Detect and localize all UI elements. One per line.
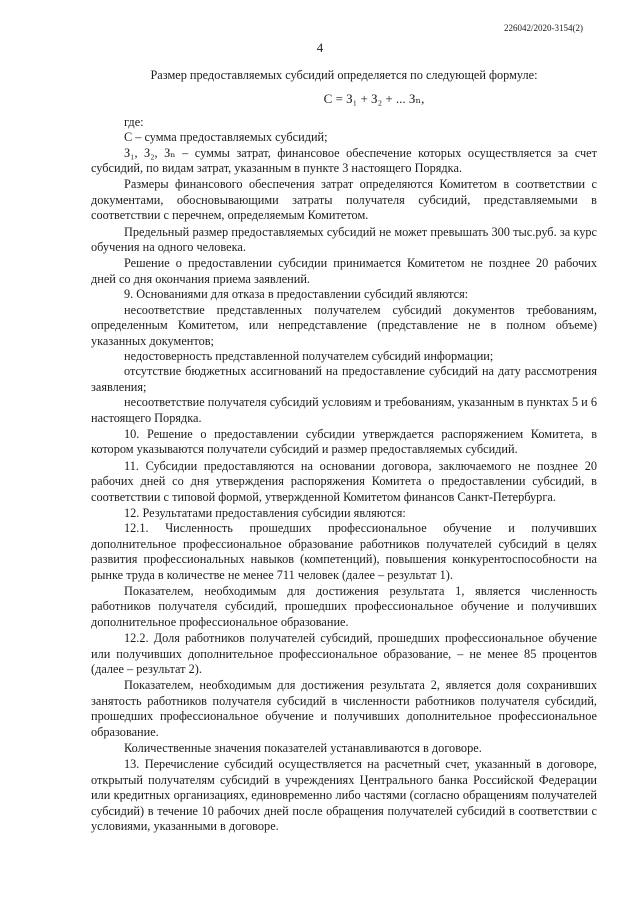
section-10: 10. Решение о предоставлении субсидии утверждается распоряжением Комитета, в котором указываются получатели субсидий и размер предоставляемых субсидий. <box>91 426 597 457</box>
refusal-reason-3: отсутствие бюджетных ассигнований на предоставление субсидий на дату рассмотрения заявления; <box>91 364 597 394</box>
formula: С = З₁ + З₂ + ... Зₙ, <box>323 91 425 107</box>
section-9-heading: 9. Основаниями для отказа в предоставлении субсидий являются: <box>124 287 469 302</box>
section-12-heading: 12. Результатами предоставления субсидии являются: <box>124 505 406 520</box>
section-12-2: 12.2. Доля работников получателей субсидий, прошедших профессиональное обучение или получивших дополнительное профессиональное образование, – не менее 85 процентов (далее – результат 2). <box>91 631 597 677</box>
formula-intro: Размер предоставляемых субсидий определяется по следующей формуле: <box>150 68 538 82</box>
definition-z: З₁, З₂, Зₙ – суммы затрат, финансовое обеспечение которых осуществляется за счет субсидий, по видам затрат, указанным в пункте 3 настоящего Порядка. <box>91 145 597 176</box>
document-number: 226042/2020-3154(2) <box>504 23 583 33</box>
section-13: 13. Перечисление субсидий осуществляется на расчетный счет, указанный в договоре, открытый получателям субсидий в учреждениях Центрального банка Российской Федерации или кредитных организациях, единовременно либо частями (согласно обращениям получателей субсидий) в течение 10 рабочих дней после обращения получателей субсидий в соответствии с условиями, указанными в договоре. <box>91 757 597 834</box>
section-11: 11. Субсидии предоставляются на основании договора, заключаемого не позднее 20 рабочих дней со дня утверждения распоряжения Комитета о предоставлении субсидий, в соответствии с типовой формой, утвержденной Комитетом финансов Санкт-Петербурга. <box>91 458 597 504</box>
refusal-reason-4: несоответствие получателя субсидий условиям и требованиям, указанным в пунктах 5 и 6 настоящего Порядка. <box>91 395 597 425</box>
paragraph-decision-term: Решение о предоставлении субсидии принимается Комитетом не позднее 20 рабочих дней со дня окончания приема заявлений. <box>91 256 597 286</box>
where-label: где: <box>124 114 144 129</box>
indicator-1: Показателем, необходимым для достижения результата 1, является численность работников получателя субсидий, прошедших профессиональное обучение и получивших дополнительное профессиональное образование. <box>91 584 597 629</box>
indicator-2: Показателем, необходимым для достижения результата 2, является доля сохранивших занятость работников получателя субсидий в численности работников получателя субсидий, прошедших профессиональное обучение и получивших дополнительное профессиональное образование. <box>91 678 597 739</box>
section-12-1: 12.1. Численность прошедших профессиональное обучение и получивших дополнительное профессиональное образование работников получателей субсидий в целях развития профессиональных навыков (компетенций), повышения конкурентоспособности на рынке труда в количестве не менее 711 человек (далее – результат 1). <box>91 521 597 582</box>
document-body <box>91 68 597 835</box>
refusal-reason-2: недостоверность представленной получателем субсидий информации; <box>124 348 494 363</box>
refusal-reason-1: несоответствие представленных получателем субсидий документов требованиям, определенным Комитетом, или непредставление (представление не в полном объеме) указанных документов; <box>91 302 597 348</box>
page-number: 4 <box>316 40 324 55</box>
paragraph-cost-sizes: Размеры финансового обеспечения затрат определяются Комитетом в соответствии с документами, обосновывающими затраты получателя субсидий, представляемыми в соответствии с перечнем, определяемым Комитетом. <box>91 177 597 223</box>
quantitative-values: Количественные значения показателей устанавливаются в договоре. <box>124 741 482 756</box>
paragraph-limit: Предельный размер предоставляемых субсидий не может превышать 300 тыс.руб. за курс обучения на одного человека. <box>91 224 597 255</box>
definition-c: С – сумма предоставляемых субсидий; <box>124 130 328 145</box>
